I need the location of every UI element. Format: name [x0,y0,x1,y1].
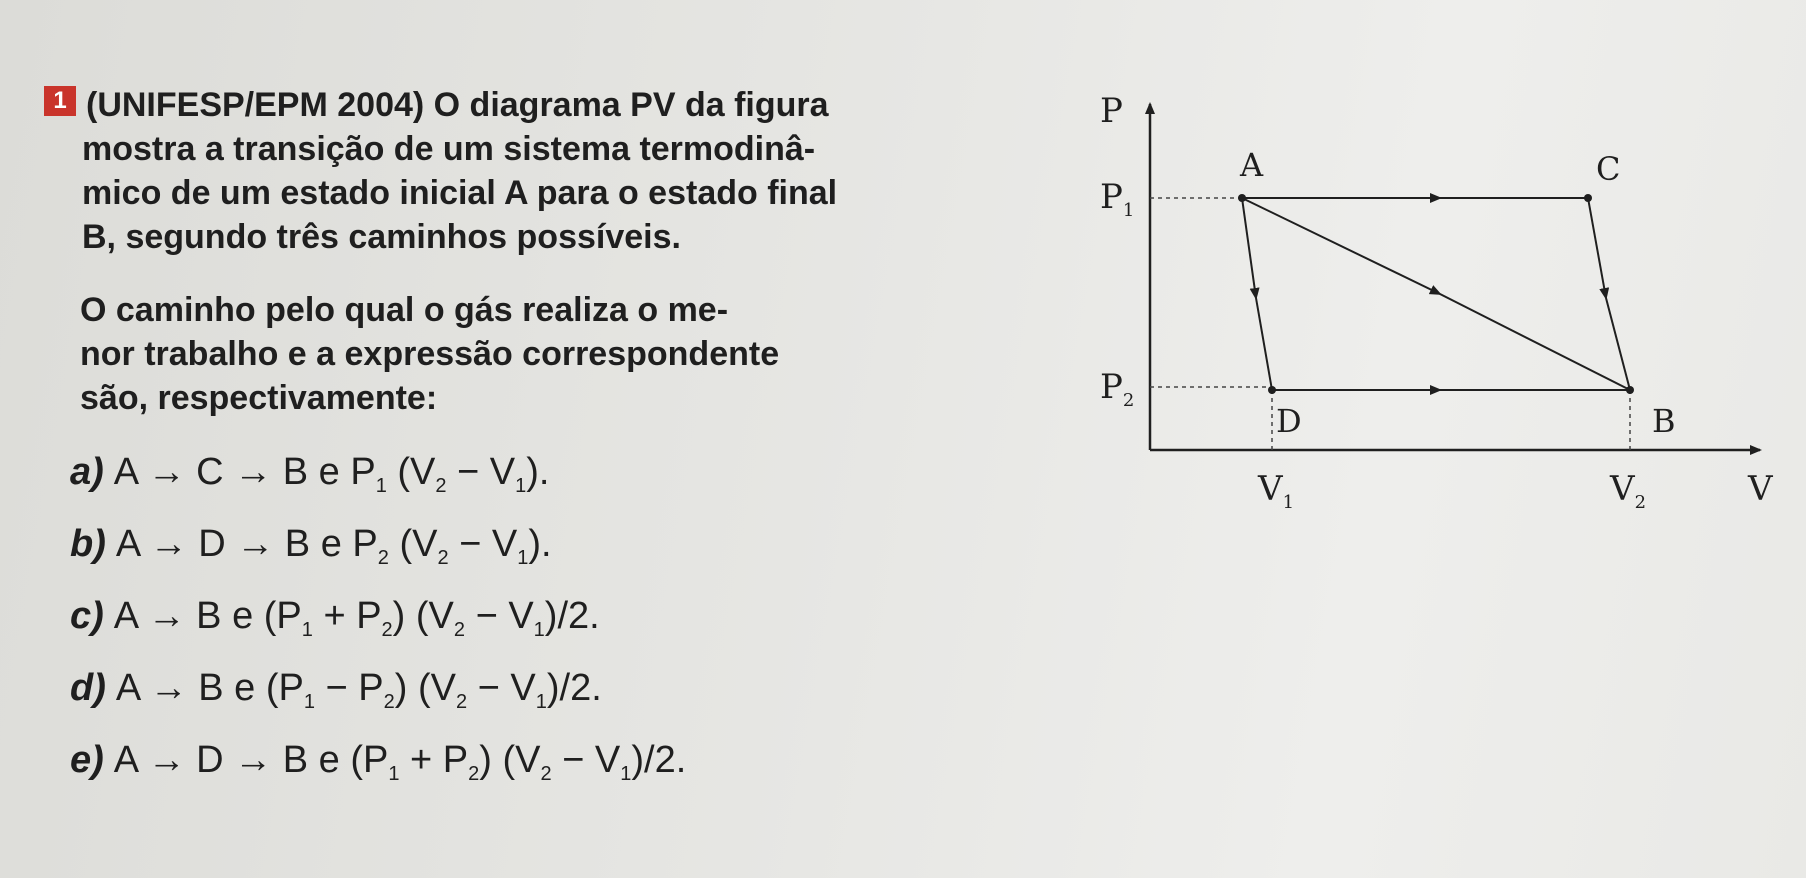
option-expression: $P_1$ $(V_2 - V_1)$. [350,451,550,497]
point-c-label: C [1596,150,1621,188]
path-a-d [1256,298,1272,390]
intro-line: mostra a transição de um sistema termodinâ- [82,130,816,168]
point-b-marker [1626,386,1634,394]
v-axis-label: V [1748,469,1773,509]
question-prompt [80,288,980,420]
option-letter: d) [70,667,106,709]
question-intro [82,83,1046,259]
option-letter: b) [70,523,106,565]
option-d[interactable] [70,664,602,726]
option-e[interactable] [70,736,686,798]
option-letter: e) [70,739,104,781]
point-d-marker [1268,386,1276,394]
pv-diagram [1040,80,1780,520]
option-expression: $P_2$ $(V_2 - V_1)$. [352,523,552,569]
point-d-label: D [1276,402,1302,440]
prompt-line: nor trabalho e a expressão correspondente [80,335,780,373]
option-path: A → B e [113,595,254,637]
prompt-line: são, respectivamente: [80,379,438,417]
point-c-marker [1584,194,1592,202]
point-a-marker [1238,194,1246,202]
point-a-label: A [1240,146,1264,184]
option-expression: $(P_1 + P_2) (V_2 - V_1)/2$. [263,595,600,641]
p1-label: $P_1$ [1100,177,1135,221]
option-expression: $(P_1 - P_2) (V_2 - V_1)/2$. [265,667,602,713]
option-b[interactable] [70,520,552,582]
v2-label: $V_2$ [1610,469,1647,513]
path-c-b [1606,298,1630,390]
intro-line: B, segundo três caminhos possíveis. [82,218,681,256]
intro-line: mico de um estado inicial A para o estado final [82,174,838,212]
option-expression: $(P_1 + P_2) (V_2 - V_1)/2$. [350,739,687,785]
point-b-label: B [1652,402,1676,440]
option-path: A → C → B e [113,451,340,493]
option-letter: c) [70,595,104,637]
p-axis-label: P [1100,91,1123,131]
v1-label: $V_1$ [1258,469,1295,513]
path-c-b-arrow [1588,198,1606,298]
option-path: A → D → B e [115,523,342,565]
option-a[interactable] [70,448,550,510]
intro-line: (UNIFESP/EPM 2004) O diagrama PV da figura [86,86,829,124]
option-path: A → D → B e [113,739,340,781]
prompt-line: O caminho pelo qual o gás realiza o me- [80,291,729,329]
option-path: A → B e [115,667,256,709]
path-a-b-arrow [1242,198,1440,294]
p2-label: $P_2$ [1100,367,1135,411]
question-number: 1 [44,86,76,116]
path-a-b [1440,294,1630,390]
option-c[interactable] [70,592,600,654]
option-letter: a) [70,451,104,493]
path-a-d-arrow [1242,198,1256,298]
